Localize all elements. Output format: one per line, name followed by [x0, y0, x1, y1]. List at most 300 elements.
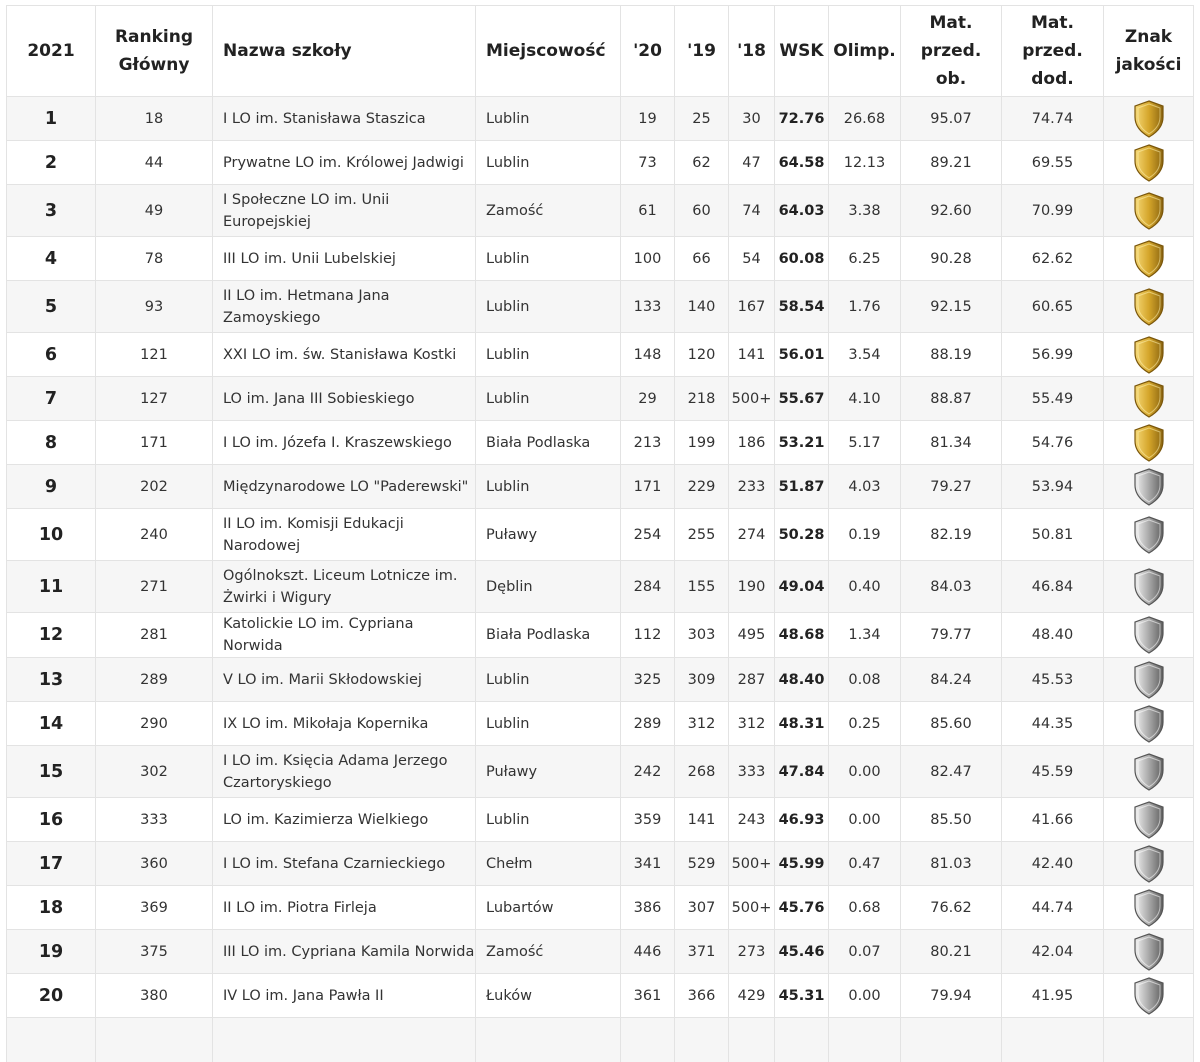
- row-rank-2020: 341: [621, 842, 675, 886]
- row-olympiads: 0.25: [829, 702, 901, 746]
- table-row: [7, 746, 1194, 798]
- row-city: Lublin: [476, 281, 621, 333]
- row-quality-badge: [1104, 613, 1194, 658]
- silver-shield-icon: [1133, 568, 1165, 606]
- row-mat-basic: 81.03: [901, 842, 1002, 886]
- row-rank-2018: 74: [729, 185, 775, 237]
- row-olympiads: 4.03: [829, 465, 901, 509]
- table-row: [7, 421, 1194, 465]
- row-wsk: 48.31: [775, 702, 829, 746]
- row-rank-2019: 303: [675, 613, 729, 658]
- table-row: [7, 377, 1194, 421]
- table-row: [7, 798, 1194, 842]
- row-ranking-main: 121: [96, 333, 213, 377]
- row-rank-2019: 62: [675, 141, 729, 185]
- row-mat-extended: 41.66: [1002, 798, 1104, 842]
- row-position: 18: [7, 886, 96, 930]
- row-wsk: 58.54: [775, 281, 829, 333]
- row-quality-badge: [1104, 141, 1194, 185]
- row-mat-basic: 82.47: [901, 746, 1002, 798]
- table-body: [7, 97, 1194, 1062]
- row-city: Lublin: [476, 465, 621, 509]
- row-mat-basic: 76.62: [901, 886, 1002, 930]
- gold-shield-icon: [1133, 192, 1165, 230]
- row-city: Biała Podlaska: [476, 613, 621, 658]
- row-olympiads: 0.19: [829, 509, 901, 561]
- row-ranking-main: 375: [96, 930, 213, 974]
- row-city: Lublin: [476, 702, 621, 746]
- silver-shield-icon: [1133, 705, 1165, 743]
- row-mat-extended: 45.53: [1002, 658, 1104, 702]
- gold-shield-icon: [1133, 144, 1165, 182]
- silver-shield-icon: [1133, 661, 1165, 699]
- header-mat-basic[interactable]: [901, 6, 1002, 97]
- gold-shield-icon: [1133, 424, 1165, 462]
- row-rank-2020: 213: [621, 421, 675, 465]
- row-school-name: III LO im. Cypriana Kamila Norwida: [213, 930, 476, 974]
- row-rank-2020: 446: [621, 930, 675, 974]
- row-ranking-main: 360: [96, 842, 213, 886]
- row-city: Lublin: [476, 237, 621, 281]
- row-school-name: Międzynarodowe LO "Paderewski": [213, 465, 476, 509]
- row-wsk: 49.04: [775, 561, 829, 613]
- partial-cell: [7, 1018, 96, 1062]
- row-wsk: 46.93: [775, 798, 829, 842]
- row-rank-2020: 61: [621, 185, 675, 237]
- row-mat-basic: 92.15: [901, 281, 1002, 333]
- row-ranking-main: 44: [96, 141, 213, 185]
- row-olympiads: 1.34: [829, 613, 901, 658]
- row-city: Lublin: [476, 141, 621, 185]
- row-rank-2020: 386: [621, 886, 675, 930]
- row-rank-2019: 60: [675, 185, 729, 237]
- header-wsk[interactable]: WSK: [775, 6, 829, 97]
- row-rank-2019: 141: [675, 798, 729, 842]
- silver-shield-icon: [1133, 516, 1165, 554]
- row-mat-basic: 89.21: [901, 141, 1002, 185]
- row-position: 20: [7, 974, 96, 1018]
- ranking-table-container: [6, 5, 1193, 1062]
- row-rank-2018: 287: [729, 658, 775, 702]
- row-position: 11: [7, 561, 96, 613]
- row-rank-2020: 133: [621, 281, 675, 333]
- row-quality-badge: [1104, 658, 1194, 702]
- partial-cell: [1104, 1018, 1194, 1062]
- silver-shield-icon: [1133, 933, 1165, 971]
- row-mat-extended: 74.74: [1002, 97, 1104, 141]
- ranking-table: [6, 5, 1194, 1062]
- row-school-name: I LO im. Stefana Czarnieckiego: [213, 842, 476, 886]
- row-ranking-main: 369: [96, 886, 213, 930]
- row-position: 4: [7, 237, 96, 281]
- row-rank-2020: 100: [621, 237, 675, 281]
- row-rank-2019: 229: [675, 465, 729, 509]
- row-rank-2020: 148: [621, 333, 675, 377]
- partial-cell: [775, 1018, 829, 1062]
- table-row: [7, 509, 1194, 561]
- table-row: [7, 465, 1194, 509]
- row-mat-basic: 88.87: [901, 377, 1002, 421]
- row-ranking-main: 290: [96, 702, 213, 746]
- partial-cell: [1002, 1018, 1104, 1062]
- table-row: [7, 333, 1194, 377]
- row-mat-extended: 42.40: [1002, 842, 1104, 886]
- table-row: [7, 141, 1194, 185]
- row-school-name: XXI LO im. św. Stanisława Kostki: [213, 333, 476, 377]
- table-row: [7, 185, 1194, 237]
- row-rank-2020: 112: [621, 613, 675, 658]
- partial-cell: [476, 1018, 621, 1062]
- row-rank-2020: 359: [621, 798, 675, 842]
- row-wsk: 50.28: [775, 509, 829, 561]
- row-school-name: Ogólnokszt. Liceum Lotnicze im. Żwirki i Wigury: [213, 561, 476, 613]
- row-rank-2018: 167: [729, 281, 775, 333]
- row-rank-2018: 500+: [729, 886, 775, 930]
- row-mat-basic: 92.60: [901, 185, 1002, 237]
- row-mat-extended: 44.74: [1002, 886, 1104, 930]
- row-rank-2020: 289: [621, 702, 675, 746]
- row-school-name: I LO im. Księcia Adama Jerzego Czartoryskiego: [213, 746, 476, 798]
- row-rank-2019: 529: [675, 842, 729, 886]
- row-rank-2020: 254: [621, 509, 675, 561]
- row-quality-badge: [1104, 930, 1194, 974]
- gold-shield-icon: [1133, 288, 1165, 326]
- row-city: Lublin: [476, 97, 621, 141]
- row-mat-extended: 56.99: [1002, 333, 1104, 377]
- row-rank-2018: 47: [729, 141, 775, 185]
- row-olympiads: 3.54: [829, 333, 901, 377]
- header-mat-extended-label: Mat. przed. dod.: [1022, 13, 1083, 89]
- row-city: Lublin: [476, 377, 621, 421]
- table-row: [7, 886, 1194, 930]
- header-2020[interactable]: '20: [621, 6, 675, 97]
- row-wsk: 47.84: [775, 746, 829, 798]
- header-school-name[interactable]: Nazwa szkoły: [213, 6, 476, 97]
- table-row: [7, 237, 1194, 281]
- row-mat-basic: 85.60: [901, 702, 1002, 746]
- row-rank-2019: 25: [675, 97, 729, 141]
- row-rank-2020: 242: [621, 746, 675, 798]
- row-rank-2020: 325: [621, 658, 675, 702]
- row-rank-2018: 141: [729, 333, 775, 377]
- row-position: 8: [7, 421, 96, 465]
- row-position: 15: [7, 746, 96, 798]
- row-school-name: Prywatne LO im. Królowej Jadwigi: [213, 141, 476, 185]
- header-ranking-main[interactable]: [96, 6, 213, 97]
- row-ranking-main: 302: [96, 746, 213, 798]
- silver-shield-icon: [1133, 977, 1165, 1015]
- row-olympiads: 0.08: [829, 658, 901, 702]
- row-mat-basic: 84.03: [901, 561, 1002, 613]
- header-2019[interactable]: '19: [675, 6, 729, 97]
- row-school-name: I Społeczne LO im. Unii Europejskiej: [213, 185, 476, 237]
- silver-shield-icon: [1133, 889, 1165, 927]
- row-rank-2019: 120: [675, 333, 729, 377]
- row-city: Lublin: [476, 658, 621, 702]
- row-ranking-main: 171: [96, 421, 213, 465]
- row-mat-extended: 54.76: [1002, 421, 1104, 465]
- row-mat-basic: 79.94: [901, 974, 1002, 1018]
- row-olympiads: 0.40: [829, 561, 901, 613]
- row-rank-2019: 199: [675, 421, 729, 465]
- row-mat-basic: 79.77: [901, 613, 1002, 658]
- header-year[interactable]: 2021: [7, 6, 96, 97]
- row-mat-basic: 84.24: [901, 658, 1002, 702]
- row-rank-2019: 268: [675, 746, 729, 798]
- row-rank-2018: 273: [729, 930, 775, 974]
- row-rank-2019: 309: [675, 658, 729, 702]
- row-olympiads: 4.10: [829, 377, 901, 421]
- row-rank-2018: 233: [729, 465, 775, 509]
- row-wsk: 45.46: [775, 930, 829, 974]
- row-ranking-main: 127: [96, 377, 213, 421]
- row-ranking-main: 18: [96, 97, 213, 141]
- row-school-name: LO im. Jana III Sobieskiego: [213, 377, 476, 421]
- row-position: 16: [7, 798, 96, 842]
- row-position: 1: [7, 97, 96, 141]
- row-position: 13: [7, 658, 96, 702]
- row-rank-2018: 30: [729, 97, 775, 141]
- row-school-name: III LO im. Unii Lubelskiej: [213, 237, 476, 281]
- row-wsk: 45.76: [775, 886, 829, 930]
- row-city: Łuków: [476, 974, 621, 1018]
- row-school-name: V LO im. Marii Skłodowskiej: [213, 658, 476, 702]
- row-city: Lubartów: [476, 886, 621, 930]
- row-wsk: 55.67: [775, 377, 829, 421]
- partial-cell: [901, 1018, 1002, 1062]
- row-city: Chełm: [476, 842, 621, 886]
- row-position: 14: [7, 702, 96, 746]
- row-mat-extended: 48.40: [1002, 613, 1104, 658]
- row-city: Zamość: [476, 185, 621, 237]
- row-mat-extended: 60.65: [1002, 281, 1104, 333]
- row-olympiads: 12.13: [829, 141, 901, 185]
- row-ranking-main: 202: [96, 465, 213, 509]
- row-rank-2018: 500+: [729, 377, 775, 421]
- row-school-name: Katolickie LO im. Cypriana Norwida: [213, 613, 476, 658]
- row-rank-2019: 312: [675, 702, 729, 746]
- row-city: Puławy: [476, 509, 621, 561]
- table-header: [7, 6, 1194, 97]
- row-ranking-main: 93: [96, 281, 213, 333]
- row-wsk: 64.58: [775, 141, 829, 185]
- silver-shield-icon: [1133, 801, 1165, 839]
- table-row-partial: [7, 1018, 1194, 1062]
- row-wsk: 72.76: [775, 97, 829, 141]
- table-row: [7, 658, 1194, 702]
- row-mat-basic: 82.19: [901, 509, 1002, 561]
- row-mat-extended: 53.94: [1002, 465, 1104, 509]
- row-rank-2020: 73: [621, 141, 675, 185]
- partial-cell: [829, 1018, 901, 1062]
- row-mat-extended: 42.04: [1002, 930, 1104, 974]
- row-rank-2019: 155: [675, 561, 729, 613]
- row-city: Zamość: [476, 930, 621, 974]
- row-wsk: 60.08: [775, 237, 829, 281]
- header-olympiads[interactable]: Olimp.: [829, 6, 901, 97]
- row-quality-badge: [1104, 421, 1194, 465]
- row-ranking-main: 49: [96, 185, 213, 237]
- row-rank-2018: 495: [729, 613, 775, 658]
- silver-shield-icon: [1133, 845, 1165, 883]
- header-2018[interactable]: '18: [729, 6, 775, 97]
- row-quality-badge: [1104, 886, 1194, 930]
- row-wsk: 45.31: [775, 974, 829, 1018]
- row-mat-basic: 81.34: [901, 421, 1002, 465]
- row-mat-extended: 50.81: [1002, 509, 1104, 561]
- silver-shield-icon: [1133, 753, 1165, 791]
- row-school-name: IX LO im. Mikołaja Kopernika: [213, 702, 476, 746]
- row-position: 7: [7, 377, 96, 421]
- header-quality-badge-label: Znak jakości: [1115, 27, 1182, 75]
- row-quality-badge: [1104, 377, 1194, 421]
- row-quality-badge: [1104, 509, 1194, 561]
- row-rank-2020: 29: [621, 377, 675, 421]
- row-rank-2020: 19: [621, 97, 675, 141]
- row-mat-extended: 55.49: [1002, 377, 1104, 421]
- row-rank-2018: 274: [729, 509, 775, 561]
- row-mat-basic: 90.28: [901, 237, 1002, 281]
- row-city: Lublin: [476, 333, 621, 377]
- row-quality-badge: [1104, 237, 1194, 281]
- row-city: Biała Podlaska: [476, 421, 621, 465]
- gold-shield-icon: [1133, 336, 1165, 374]
- row-city: Dęblin: [476, 561, 621, 613]
- row-school-name: II LO im. Hetmana Jana Zamoyskiego: [213, 281, 476, 333]
- row-wsk: 45.99: [775, 842, 829, 886]
- row-quality-badge: [1104, 746, 1194, 798]
- row-quality-badge: [1104, 798, 1194, 842]
- row-school-name: II LO im. Piotra Firleja: [213, 886, 476, 930]
- row-ranking-main: 333: [96, 798, 213, 842]
- row-rank-2019: 66: [675, 237, 729, 281]
- header-mat-basic-label: Mat. przed. ob.: [920, 13, 982, 89]
- row-school-name: II LO im. Komisji Edukacji Narodowej: [213, 509, 476, 561]
- header-city[interactable]: Miejscowość: [476, 6, 621, 97]
- row-olympiads: 0.00: [829, 746, 901, 798]
- row-rank-2018: 333: [729, 746, 775, 798]
- row-school-name: I LO im. Stanisława Staszica: [213, 97, 476, 141]
- header-ranking-main-label: Ranking Główny: [114, 27, 194, 75]
- row-rank-2018: 190: [729, 561, 775, 613]
- row-position: 5: [7, 281, 96, 333]
- row-ranking-main: 281: [96, 613, 213, 658]
- table-row: [7, 613, 1194, 658]
- header-quality-badge[interactable]: [1104, 6, 1194, 97]
- row-city: Lublin: [476, 798, 621, 842]
- gold-shield-icon: [1133, 380, 1165, 418]
- row-wsk: 64.03: [775, 185, 829, 237]
- table-row: [7, 702, 1194, 746]
- row-rank-2018: 429: [729, 974, 775, 1018]
- row-position: 10: [7, 509, 96, 561]
- table-row: [7, 281, 1194, 333]
- row-mat-extended: 45.59: [1002, 746, 1104, 798]
- row-position: 6: [7, 333, 96, 377]
- row-olympiads: 6.25: [829, 237, 901, 281]
- row-quality-badge: [1104, 465, 1194, 509]
- row-mat-extended: 70.99: [1002, 185, 1104, 237]
- header-mat-extended[interactable]: [1002, 6, 1104, 97]
- row-olympiads: 0.00: [829, 798, 901, 842]
- row-rank-2019: 307: [675, 886, 729, 930]
- row-mat-basic: 85.50: [901, 798, 1002, 842]
- gold-shield-icon: [1133, 100, 1165, 138]
- row-school-name: I LO im. Józefa I. Kraszewskiego: [213, 421, 476, 465]
- row-rank-2018: 500+: [729, 842, 775, 886]
- partial-cell: [96, 1018, 213, 1062]
- row-rank-2019: 255: [675, 509, 729, 561]
- row-mat-extended: 62.62: [1002, 237, 1104, 281]
- row-wsk: 51.87: [775, 465, 829, 509]
- row-mat-basic: 80.21: [901, 930, 1002, 974]
- row-rank-2018: 243: [729, 798, 775, 842]
- row-quality-badge: [1104, 561, 1194, 613]
- row-position: 9: [7, 465, 96, 509]
- partial-cell: [675, 1018, 729, 1062]
- row-rank-2020: 284: [621, 561, 675, 613]
- row-quality-badge: [1104, 97, 1194, 141]
- row-olympiads: 0.47: [829, 842, 901, 886]
- row-rank-2018: 186: [729, 421, 775, 465]
- row-quality-badge: [1104, 281, 1194, 333]
- row-mat-basic: 79.27: [901, 465, 1002, 509]
- row-olympiads: 0.68: [829, 886, 901, 930]
- partial-cell: [621, 1018, 675, 1062]
- row-olympiads: 26.68: [829, 97, 901, 141]
- row-city: Puławy: [476, 746, 621, 798]
- row-mat-extended: 46.84: [1002, 561, 1104, 613]
- row-quality-badge: [1104, 702, 1194, 746]
- row-ranking-main: 380: [96, 974, 213, 1018]
- row-rank-2019: 140: [675, 281, 729, 333]
- row-quality-badge: [1104, 185, 1194, 237]
- row-wsk: 56.01: [775, 333, 829, 377]
- row-rank-2019: 371: [675, 930, 729, 974]
- silver-shield-icon: [1133, 616, 1165, 654]
- table-row: [7, 561, 1194, 613]
- partial-cell: [213, 1018, 476, 1062]
- gold-shield-icon: [1133, 240, 1165, 278]
- row-olympiads: 0.00: [829, 974, 901, 1018]
- row-mat-basic: 95.07: [901, 97, 1002, 141]
- row-ranking-main: 240: [96, 509, 213, 561]
- row-rank-2018: 54: [729, 237, 775, 281]
- row-mat-extended: 69.55: [1002, 141, 1104, 185]
- row-wsk: 53.21: [775, 421, 829, 465]
- partial-cell: [729, 1018, 775, 1062]
- row-olympiads: 3.38: [829, 185, 901, 237]
- row-rank-2020: 171: [621, 465, 675, 509]
- row-position: 12: [7, 613, 96, 658]
- row-rank-2020: 361: [621, 974, 675, 1018]
- row-position: 17: [7, 842, 96, 886]
- row-position: 2: [7, 141, 96, 185]
- row-position: 19: [7, 930, 96, 974]
- row-quality-badge: [1104, 333, 1194, 377]
- row-mat-basic: 88.19: [901, 333, 1002, 377]
- row-school-name: IV LO im. Jana Pawła II: [213, 974, 476, 1018]
- row-rank-2019: 366: [675, 974, 729, 1018]
- row-rank-2018: 312: [729, 702, 775, 746]
- row-rank-2019: 218: [675, 377, 729, 421]
- row-quality-badge: [1104, 842, 1194, 886]
- row-ranking-main: 271: [96, 561, 213, 613]
- row-school-name: LO im. Kazimierza Wielkiego: [213, 798, 476, 842]
- table-row: [7, 97, 1194, 141]
- row-olympiads: 1.76: [829, 281, 901, 333]
- table-row: [7, 930, 1194, 974]
